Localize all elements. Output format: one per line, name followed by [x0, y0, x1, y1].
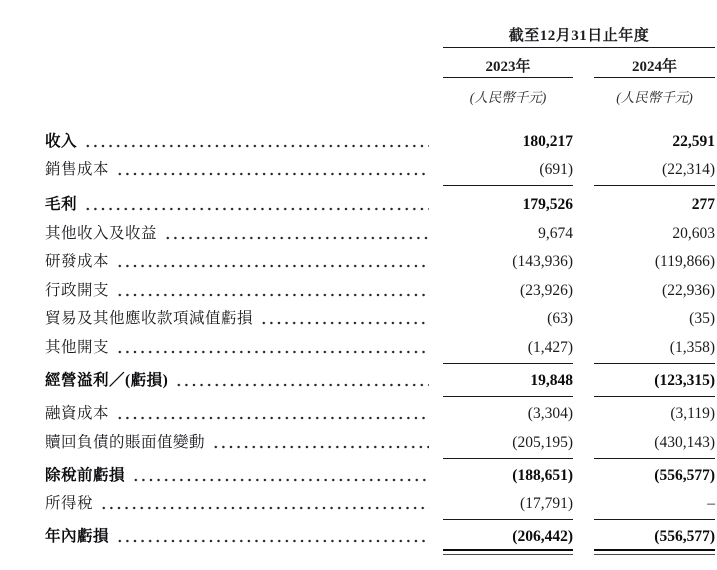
dot-leader	[84, 132, 429, 151]
table-row-gross-profit	[45, 194, 715, 214]
separator-line	[594, 458, 715, 459]
dot-leader	[116, 338, 429, 357]
table-row-loss-before-tax	[45, 465, 715, 485]
row-label: 贖回負債的賬面值變動	[45, 434, 206, 451]
value-2023: (205,195)	[512, 434, 573, 451]
double-rule-total	[594, 549, 715, 555]
column-rule-2024	[594, 77, 715, 78]
row-label: 其他開支	[45, 339, 110, 356]
row-label: 年內虧損	[45, 528, 110, 545]
double-rule-total	[443, 549, 573, 555]
row-label: 收入	[45, 133, 78, 150]
dot-leader	[116, 252, 429, 271]
dot-leader	[212, 433, 429, 452]
separator-line	[594, 396, 715, 397]
value-2024: (556,577)	[654, 467, 715, 484]
separator-line	[594, 185, 715, 186]
separator-line	[443, 458, 573, 459]
value-2024: 20,603	[672, 225, 715, 242]
table-row-rd-costs	[45, 251, 715, 271]
table-row-cost-of-sales	[45, 159, 715, 179]
row-label: 毛利	[45, 196, 78, 213]
value-2023: (143,936)	[512, 253, 573, 270]
value-2024: (22,314)	[662, 161, 715, 178]
value-2024: –	[707, 495, 715, 512]
row-label: 貿易及其他應收款項減值虧損	[45, 310, 254, 327]
row-label: 經營溢利／(虧損)	[45, 372, 169, 389]
separator-line	[443, 519, 573, 520]
table-row-other-expenses	[45, 337, 715, 357]
separator-line	[443, 185, 573, 186]
row-label: 研發成本	[45, 253, 110, 270]
column-header-2023: 2023年	[485, 59, 531, 75]
dot-leader	[116, 404, 429, 423]
value-2023: 180,217	[522, 133, 573, 150]
row-label: 融資成本	[45, 405, 110, 422]
table-row-loss-for-the-year	[45, 526, 715, 546]
table-row-revenue	[45, 131, 715, 151]
dot-leader	[132, 466, 429, 485]
value-2024: 277	[691, 196, 715, 213]
table-row-operating-profit-loss	[45, 370, 715, 390]
value-2023: (1,427)	[527, 339, 573, 356]
value-2023: 19,848	[530, 372, 573, 389]
column-header-2024: 2024年	[631, 59, 677, 75]
column-rule-2023	[443, 77, 573, 78]
table-row-admin-expenses	[45, 280, 715, 300]
separator-line	[443, 363, 573, 364]
period-header: 截至12月31日止年度	[508, 28, 650, 44]
dot-leader	[260, 309, 429, 328]
value-2024: (430,143)	[654, 434, 715, 451]
table-row-impairment-losses-receivables	[45, 308, 715, 328]
dot-leader	[84, 195, 429, 214]
value-2023: (206,442)	[512, 528, 573, 545]
row-label: 行政開支	[45, 282, 110, 299]
value-2023: (23,926)	[520, 282, 573, 299]
unit-label-2024: (人民幣千元)	[616, 90, 693, 105]
value-2023: (188,651)	[512, 467, 573, 484]
row-label: 所得稅	[45, 495, 94, 512]
value-2024: (123,315)	[654, 372, 715, 389]
dot-leader	[100, 494, 429, 513]
value-2024: (22,936)	[662, 282, 715, 299]
value-2023: (17,791)	[520, 495, 573, 512]
value-2024: 22,591	[672, 133, 715, 150]
dot-leader	[116, 527, 429, 546]
value-2024: (119,866)	[654, 253, 715, 270]
value-2023: 179,526	[522, 196, 573, 213]
table-row-finance-costs	[45, 403, 715, 423]
separator-line	[443, 396, 573, 397]
value-2024: (3,119)	[670, 405, 715, 422]
value-2023: (63)	[547, 310, 573, 327]
separator-line	[594, 519, 715, 520]
dot-leader	[175, 371, 429, 390]
header-rule	[443, 47, 715, 48]
table-row-change-in-carrying-amount-of-redemption-liabilities	[45, 432, 715, 452]
value-2023: (3,304)	[527, 405, 573, 422]
unit-label-2023: (人民幣千元)	[469, 90, 547, 105]
value-2023: (691)	[539, 161, 573, 178]
dot-leader	[164, 224, 429, 243]
separator-line	[594, 363, 715, 364]
row-label: 除稅前虧損	[45, 467, 126, 484]
table-row-other-income-and-gains	[45, 223, 715, 243]
table-row-income-tax	[45, 493, 715, 513]
value-2024: (556,577)	[654, 528, 715, 545]
dot-leader	[116, 160, 429, 179]
value-2023: 9,674	[538, 225, 573, 242]
dot-leader	[116, 281, 429, 300]
value-2024: (35)	[689, 310, 715, 327]
row-label: 其他收入及收益	[45, 225, 158, 242]
value-2024: (1,358)	[669, 339, 715, 356]
row-label: 銷售成本	[45, 161, 110, 178]
